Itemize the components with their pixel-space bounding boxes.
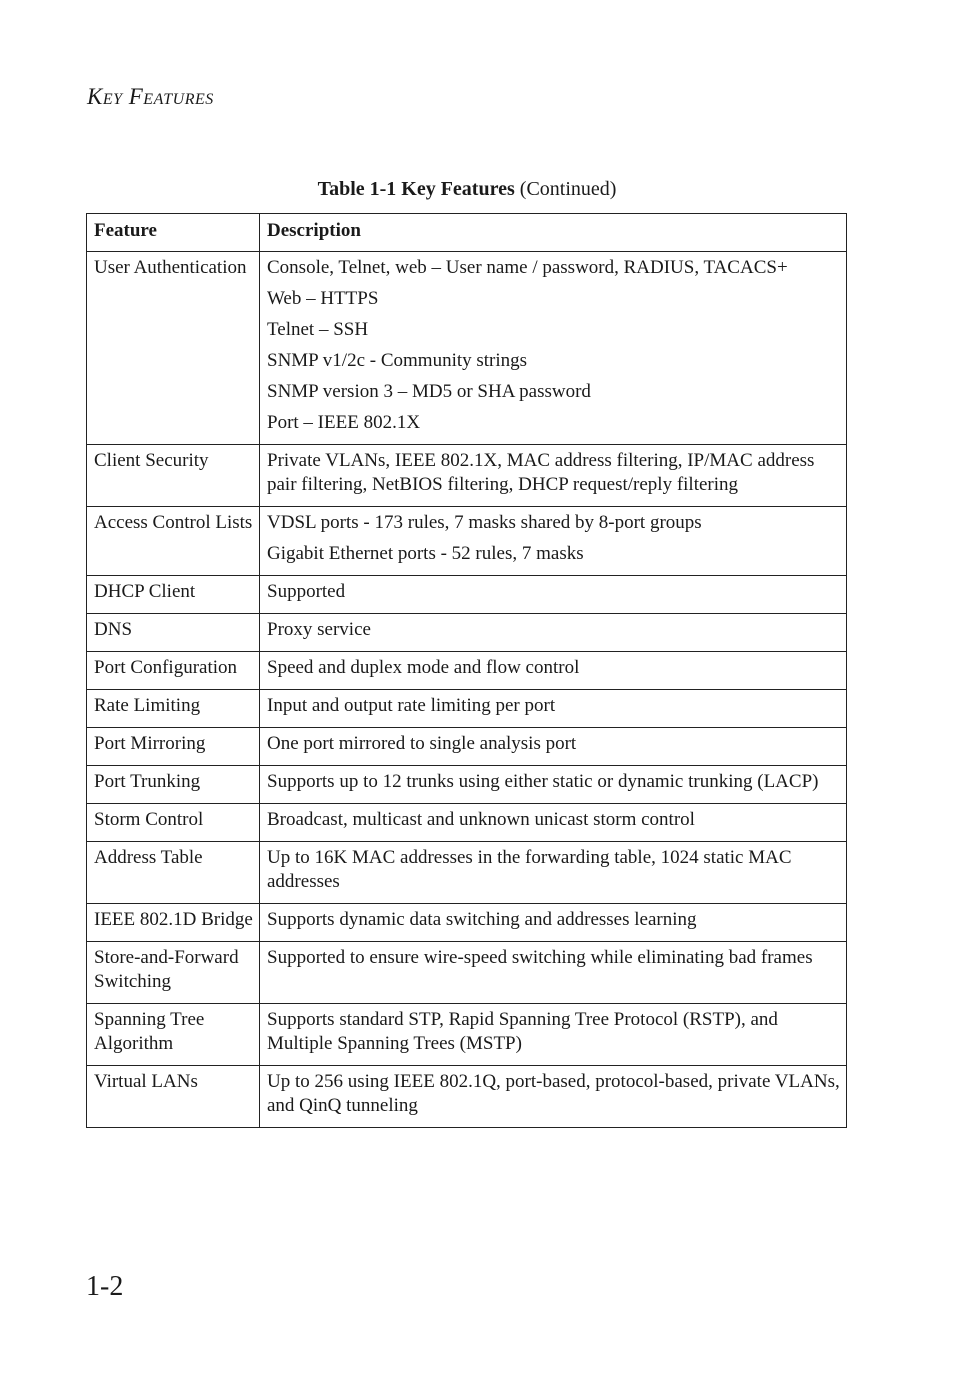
feature-cell: DHCP Client <box>87 576 260 614</box>
description-line: Speed and duplex mode and flow control <box>267 657 580 678</box>
feature-cell: Spanning Tree Algorithm <box>87 1004 260 1066</box>
description-line: Supported <box>267 581 346 602</box>
description-line: Proxy service <box>267 619 371 640</box>
description-cell <box>260 576 847 614</box>
description-line: Supports dynamic data switching and addresses learning <box>267 909 697 930</box>
table-row <box>87 904 847 942</box>
table-row <box>87 842 847 904</box>
table-caption-label: Table 1-1 Key Features <box>317 178 515 200</box>
description-cell <box>260 728 847 766</box>
description-line: Supported to ensure wire-speed switching while eliminating bad frames <box>267 947 813 968</box>
table-header-row <box>87 214 847 252</box>
description-cell <box>260 445 847 507</box>
running-header: Key Features <box>87 84 214 109</box>
table-row <box>87 445 847 507</box>
table-row <box>87 576 847 614</box>
description-line: Up to 256 using IEEE 802.1Q, port-based, protocol-based, private VLANs, and QinQ tunneling <box>267 1071 840 1116</box>
table-row <box>87 252 847 445</box>
page-number: 1-2 <box>86 1271 124 1302</box>
description-line: SNMP v1/2c - Community strings <box>267 350 528 371</box>
table-caption <box>0 178 934 201</box>
feature-cell: Virtual LANs <box>87 1066 260 1128</box>
feature-cell: Storm Control <box>87 804 260 842</box>
description-cell <box>260 766 847 804</box>
description-cell <box>260 1004 847 1066</box>
description-cell <box>260 1066 847 1128</box>
description-line: Up to 16K MAC addresses in the forwarding table, 1024 static MAC addresses <box>267 847 792 892</box>
table-row <box>87 507 847 576</box>
feature-cell: Port Configuration <box>87 652 260 690</box>
description-line: Supports up to 12 trunks using either static or dynamic trunking (LACP) <box>267 771 819 792</box>
description-cell <box>260 690 847 728</box>
description-line: Telnet – SSH <box>267 319 369 340</box>
description-cell <box>260 652 847 690</box>
table-body <box>87 252 847 1128</box>
table-row <box>87 652 847 690</box>
table-row <box>87 614 847 652</box>
description-cell <box>260 904 847 942</box>
table-row <box>87 1004 847 1066</box>
feature-cell: IEEE 802.1D Bridge <box>87 904 260 942</box>
description-line: Web – HTTPS <box>267 288 379 309</box>
table-caption-suffix: (Continued) <box>514 178 617 200</box>
description-line: Supports standard STP, Rapid Spanning Tree Protocol (RSTP), and Multiple Spanning Trees (MSTP) <box>267 1009 778 1054</box>
table-row <box>87 728 847 766</box>
description-cell <box>260 507 847 576</box>
description-line: Gigabit Ethernet ports - 52 rules, 7 masks <box>267 543 584 564</box>
description-line: One port mirrored to single analysis port <box>267 733 577 754</box>
feature-cell: Address Table <box>87 842 260 904</box>
table-row <box>87 690 847 728</box>
description-cell <box>260 252 847 445</box>
feature-cell: Port Mirroring <box>87 728 260 766</box>
feature-cell: Access Control Lists <box>87 507 260 576</box>
key-features-table <box>86 213 847 1128</box>
feature-cell: DNS <box>87 614 260 652</box>
description-line: Private VLANs, IEEE 802.1X, MAC address filtering, IP/MAC address pair filtering, NetBIOS filtering, DHCP request/reply filtering <box>267 450 815 495</box>
table-row <box>87 1066 847 1128</box>
table-row <box>87 766 847 804</box>
description-line: VDSL ports - 173 rules, 7 masks shared by 8-port groups <box>267 512 702 533</box>
table-row <box>87 804 847 842</box>
feature-cell: User Authentication <box>87 252 260 445</box>
table-row <box>87 942 847 1004</box>
feature-cell: Store-and-Forward Switching <box>87 942 260 1004</box>
description-line: Broadcast, multicast and unknown unicast storm control <box>267 809 695 830</box>
description-cell <box>260 942 847 1004</box>
description-line: Port – IEEE 802.1X <box>267 412 421 433</box>
description-line: Input and output rate limiting per port <box>267 695 556 716</box>
description-cell <box>260 804 847 842</box>
feature-cell: Client Security <box>87 445 260 507</box>
description-cell <box>260 614 847 652</box>
description-cell <box>260 842 847 904</box>
description-line: Console, Telnet, web – User name / password, RADIUS, TACACS+ <box>267 257 788 278</box>
column-header-description: Description <box>260 214 847 252</box>
column-header-feature: Feature <box>87 214 260 252</box>
feature-cell: Port Trunking <box>87 766 260 804</box>
feature-cell: Rate Limiting <box>87 690 260 728</box>
description-line: SNMP version 3 – MD5 or SHA password <box>267 381 591 402</box>
